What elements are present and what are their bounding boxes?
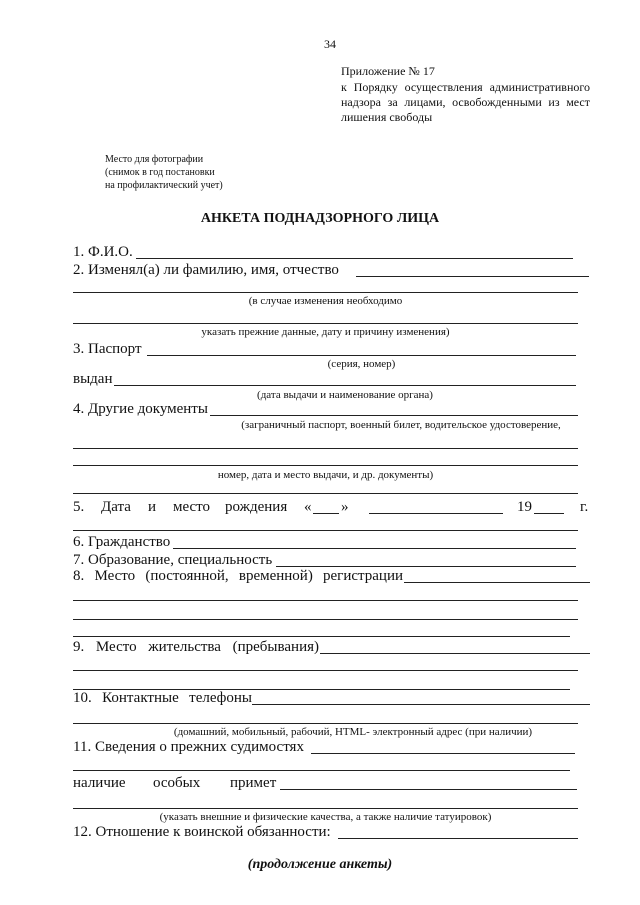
field-birth-year-line[interactable] xyxy=(534,513,564,514)
continuation-note: (продолжение анкеты) xyxy=(247,857,393,872)
photo-line-3: на профилактический учет) xyxy=(105,180,223,191)
field-birth-quote-close: » xyxy=(341,499,349,515)
field-residence-line[interactable] xyxy=(320,653,590,654)
field-residence-line-2[interactable] xyxy=(73,670,578,671)
field-passport-hint: (серия, номер) xyxy=(327,358,396,370)
field-birth-num: 5. xyxy=(73,499,85,515)
field-registration-line-3[interactable] xyxy=(73,619,578,620)
field-citizenship-line[interactable] xyxy=(173,548,576,549)
field-marks-line-2[interactable] xyxy=(73,808,578,809)
field-other-docs-hint-2: номер, дата и место выдачи, и др. документы) xyxy=(217,469,434,481)
field-birth-year-suffix: г. xyxy=(580,499,589,515)
form-title: АНКЕТА ПОДНАДЗОРНОГО ЛИЦА xyxy=(200,211,440,226)
appendix-number: Приложение № 17 xyxy=(341,64,435,78)
photo-line-2: (снимок в год постановки xyxy=(105,167,215,178)
field-marks-line[interactable] xyxy=(280,789,577,790)
field-birth-word-4: рождения xyxy=(225,499,288,515)
field-birth-day-line[interactable] xyxy=(313,513,339,514)
field-passport-label: 3. Паспорт xyxy=(73,341,142,357)
field-convictions-line-2[interactable] xyxy=(73,770,570,771)
field-registration-line[interactable] xyxy=(404,582,590,583)
field-other-docs-hint-1: (заграничный паспорт, военный билет, водительское удостоверение, xyxy=(241,419,561,431)
field-birth-year-prefix: 19 xyxy=(517,499,532,515)
field-registration-line-2[interactable] xyxy=(73,600,578,601)
field-issued-label: выдан xyxy=(73,371,113,387)
field-other-docs-line-4[interactable] xyxy=(73,493,578,494)
field-convictions-line[interactable] xyxy=(311,753,575,754)
field-birth-month-line[interactable] xyxy=(369,513,503,514)
field-fio-label: 1. Ф.И.О. xyxy=(73,244,133,260)
field-citizenship-label: 6. Гражданство xyxy=(73,534,171,550)
field-military-line[interactable] xyxy=(338,838,578,839)
field-name-change-line-2[interactable] xyxy=(73,292,578,293)
field-birth-word-2: и xyxy=(148,499,157,515)
appendix-line-2: надзора за лицами, освобожденными из мест xyxy=(341,95,590,109)
field-phones-line-2[interactable] xyxy=(73,723,578,724)
field-phones-label: 10. Контактные телефоны xyxy=(73,690,252,706)
field-registration-label: 8. Место (постоянной, временной) регистрации xyxy=(73,568,403,584)
field-fio-line[interactable] xyxy=(136,258,573,259)
field-name-change-line-3[interactable] xyxy=(73,323,578,324)
field-residence-label: 9. Место жительства (пребывания) xyxy=(73,639,319,655)
field-issued-line[interactable] xyxy=(114,385,576,386)
field-other-docs-line[interactable] xyxy=(210,415,578,416)
appendix-line-3: лишения свободы xyxy=(341,110,433,124)
field-name-change-line[interactable] xyxy=(356,276,589,277)
field-birth-word-3: место xyxy=(173,499,211,515)
field-issued-hint: (дата выдачи и наименование органа) xyxy=(257,389,433,401)
field-marks-hint: (указать внешние и физические качества, а также наличие татуировок) xyxy=(159,811,492,823)
field-education-line[interactable] xyxy=(276,566,576,567)
field-other-docs-line-2[interactable] xyxy=(73,448,578,449)
field-passport-line[interactable] xyxy=(147,355,576,356)
field-birth-place-line[interactable] xyxy=(73,530,578,531)
field-birth-quote-open: « xyxy=(304,499,312,515)
appendix-line-1: к Порядку осуществления административного xyxy=(341,80,590,94)
field-name-change-hint-2: указать прежние данные, дату и причину изменения) xyxy=(201,326,450,338)
field-phones-line[interactable] xyxy=(252,704,590,705)
field-marks-word-1: наличие xyxy=(73,775,126,791)
field-other-docs-label: 4. Другие документы xyxy=(73,401,208,417)
photo-line-1: Место для фотографии xyxy=(105,154,204,165)
field-marks-word-3: примет xyxy=(230,775,277,791)
field-other-docs-line-3[interactable] xyxy=(73,465,578,466)
field-name-change-hint-1: (в случае изменения необходимо xyxy=(248,295,403,307)
page-number: 34 xyxy=(324,37,336,51)
field-phones-hint: (домашний, мобильный, рабочий, HTML- электронный адрес (при наличии) xyxy=(173,726,533,738)
field-military-label: 12. Отношение к воинской обязанности: xyxy=(73,824,331,840)
field-convictions-label: 11. Сведения о прежних судимостях xyxy=(73,739,304,755)
field-marks-word-2: особых xyxy=(153,775,201,791)
field-registration-line-4[interactable] xyxy=(73,636,570,637)
field-birth-word-1: Дата xyxy=(101,499,131,515)
field-education-label: 7. Образование, специальность xyxy=(73,552,273,568)
field-name-change-label: 2. Изменял(а) ли фамилию, имя, отчество xyxy=(73,262,339,278)
